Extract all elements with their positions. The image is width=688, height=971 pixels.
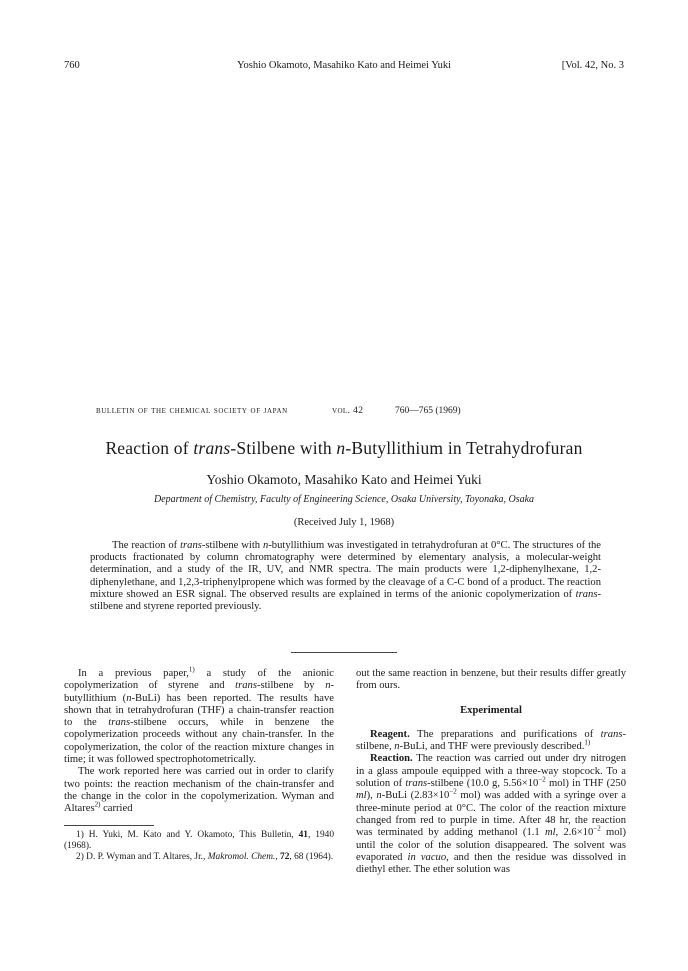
running-head-volume: [Vol. 42, No. 3 [561,60,624,71]
footnote-2: 2) D. P. Wyman and T. Altares, Jr., Makromol. Chem., 72, 68 (1964). [76,851,334,862]
abstract-separator [291,652,397,653]
footnote-1: 1) H. Yuki, M. Kato and Y. Okamoto, This Bulletin, 41, 1940 (1968). [64,829,335,851]
abstract: The reaction of trans-stilbene with n-butyllithium was investigated in tetrahydrofuran at 0°C. The structures of the products fractionated by column chromatography were determined by elementary analysis, a molecular-weight determination, and a study of the IR, UV, and NMR spectra. The main products were 1,2-diphenylhexane, 1,2-diphenylethane, and 1,2,3-triphenylpropene which was formed by the cleavage of a C-C bond of a product. The reaction mixture showed an ESR signal. The observed results are explained in terms of the anionic copolymerization of trans-stilbene and styrene reported previously. [90,540,602,613]
journal-volume: vol. 42 [332,406,364,416]
left-column [64,665,335,863]
journal-pages: 760—765 (1969) [395,406,461,416]
right-column [356,668,626,876]
running-head-authors: Yoshio Okamoto, Masahiko Kato and Heimei Yuki [236,60,452,71]
reagent-paragraph: Reagent. The preparations and purifications of trans-stilbene, n-BuLi, and THF were previously described.$^{1)}$ [356,728,626,753]
journal-name: bulletin of the chemical society of japan [96,406,288,416]
article-authors: Yoshio Okamoto, Masahiko Kato and Heimei Yuki [206,472,482,487]
intro-paragraph-2: The work reported here was carried out in order to clarify two points: the reaction mechanism of the chain-transfer and the change in the color in the copolymerization. Wyman and Altares$^{2)}$ carried [64,766,334,815]
received-date: (Received July 1, 1968) [293,517,395,528]
running-head [0,60,688,76]
author-affiliation: Department of Chemistry, Faculty of Engineering Science, Osaka University, Toyonaka, Osaka [153,494,535,505]
footnote-rule [64,825,154,826]
section-heading-experimental: Experimental [460,704,522,716]
article-title: Reaction of trans-Stilbene with n-Butyllithium in Tetrahydrofuran [105,438,583,458]
page-number: 760 [64,60,80,71]
intro-paragraph-1: In a previous paper,$^{1)}$ a study of the anionic copolymerization of styrene and trans-stilbene by n-butyllithium (n-BuLi) has been reported. The results have shown that in tetrahydrofuran (THF) a chain-transfer reaction to the trans-stilbene occurs, while in benzene the copolymerization proceeds without any chain-transfer. In the copolymerization, the color of the reaction mixture changes in time; it was followed spectrophotometrically. [64,665,335,766]
continuation-paragraph: out the same reaction in benzene, but their results differ greatly from ours. [356,668,626,692]
reaction-paragraph: Reaction. The reaction was carried out under dry nitrogen in a glass ampoule equipped with a three-way stopcock. To a solution of trans-stilbene (10.0 g, $5.56\times 10^{-2}$ mol) in THF (250 ml), n-BuLi ($2.83\times 10^{-2}$ mol) was added with a syringe over a three-minute period at 0°C. The color of the reaction mixture changed from red to purple in time. After 48 hr, the reaction was terminated by adding methanol (1.1 ml, $2.6\times 10^{-2}$ mol) until the color of the solution disappeared. The solvent was evaporated in vacuo, and then the residue was dissolved in diethyl ether. The ether solution was [356,753,627,876]
